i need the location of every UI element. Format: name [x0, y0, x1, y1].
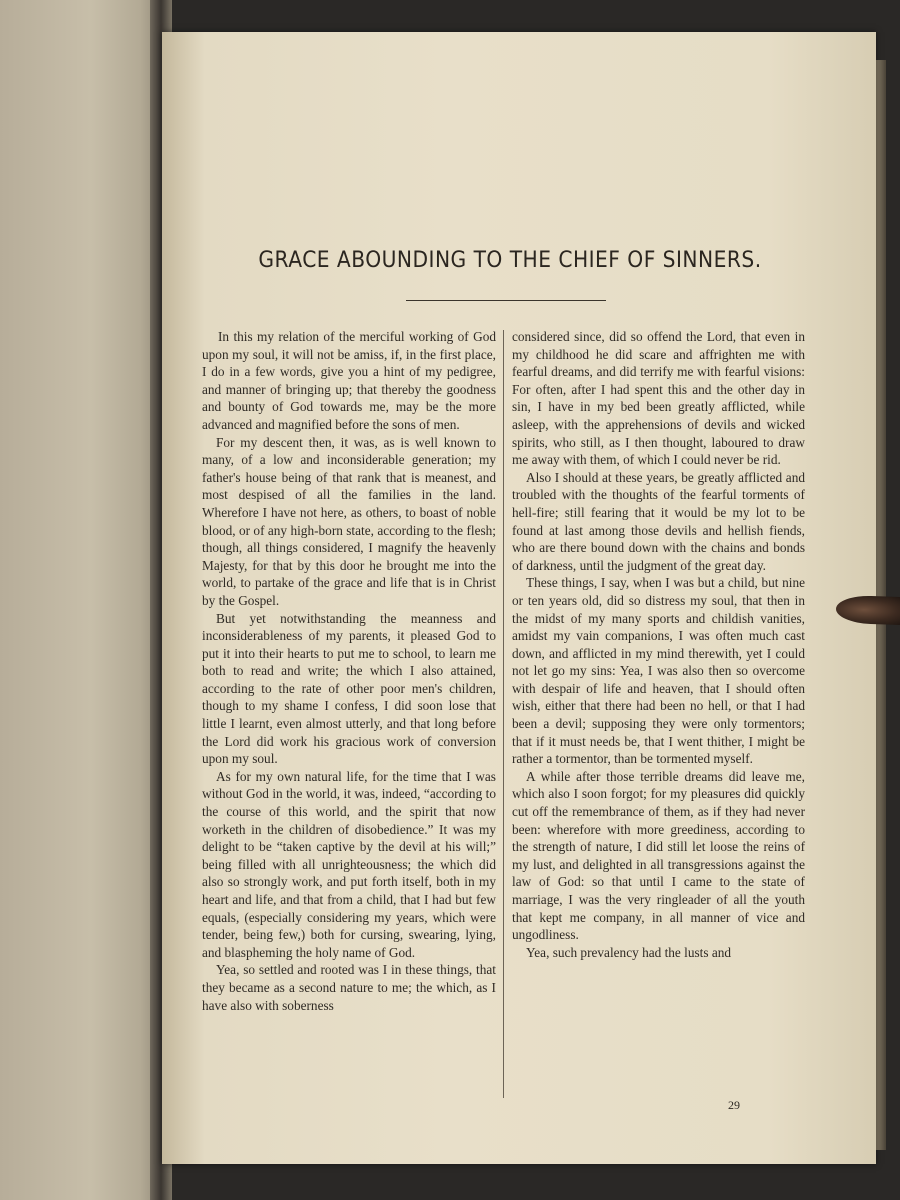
paragraph: Yea, so settled and rooted was I in these things, that they became as a second nature to me; the which, as I have also with soberness: [202, 962, 496, 1013]
paragraph: But yet notwithstanding the meanness and inconsiderableness of my parents, it pleased God to put it into their hearts to put me to school, to learn me both to read and write; the which I also attained, according to the rate of other poor men's children, though to my shame I confess, I did soon lose that little I learnt, even almost utterly, and that long before the Lord did work his gracious work of conversion upon my soul.: [202, 610, 496, 767]
text-column-left: [202, 328, 496, 1014]
paragraph: Yea, such prevalency had the lusts and: [526, 944, 732, 960]
facing-page-left: [0, 0, 165, 1200]
paragraph: These things, I say, when I was but a child, but nine or ten years old, did so distress my soul, that then in the midst of my many sports and childish vanities, amidst my vain companions, I was often much cast down, and afflicted in my mind therewith, yet I could not let go my sins: Yea, I was also then so overcome with despair of life and heaven, that I should often wish, either that there had been no hell, or that I had been a devil; supposing they were only tormentors; that if it must needs be, that I went thither, I might be rather a tormentor, than be tormented myself.: [512, 575, 805, 767]
title-rule: [406, 300, 606, 301]
page-number: 29: [728, 1098, 740, 1112]
text-column-right: [512, 328, 805, 961]
paragraph: As for my own natural life, for the time that I was without God in the world, it was, indeed, “according to the course of this world, and the spirit that now worketh in the children of disobedience.” It was my delight to be “taken captive by the devil at his will;” being filled with all unrighteousness; the which did also so strongly work, and put forth itself, both in my heart and life, and that from a child, that I had but few equals, (especially considering my years, which were tender, being few,) both for cursing, swearing, lying, and blaspheming the holy name of God.: [202, 768, 496, 960]
paragraph: Also I should at these years, be greatly afflicted and troubled with the thoughts of the fearful torments of hell-fire; still fearing that it would be my lot to be found at last among those devils and hellish fiends, who are there bound down with the chains and bonds of darkness, until the judgment of the great day.: [512, 469, 805, 573]
paragraph: A while after those terrible dreams did leave me, which also I soon forgot; for my pleasures did quickly cut off the remembrance of them, as if they had never been: wherefore with more greediness, according to the strength of nature, I did still let loose the reins of my lust, and delighted in all transgressions against the law of God: so that until I came to the state of marriage, I was the very ringleader of all the youth that kept me company, in all manner of vice and ungodliness.: [512, 768, 805, 943]
chapter-title: GRACE ABOUNDING TO THE CHIEF OF SINNERS.: [258, 248, 762, 273]
paragraph: considered since, did so offend the Lord, that even in my childhood he did scare and affrighten me with fearful dreams, and did terrify me with fearful visions: For often, after I had spent this and the other day in sin, I have in my bed been greatly afflicted, while asleep, with the apprehensions of devils and wicked spirits, who still, as I then thought, laboured to draw me away with them, of which I could never be rid.: [512, 329, 805, 468]
paragraph: In this my relation of the merciful working of God upon my soul, it will not be amiss, if, in the first place, I do in a few words, give you a hint of my pedigree, and manner of bringing up; that thereby the goodness and bounty of God towards me, may be the more advanced and magnified before the sons of men.: [202, 329, 496, 432]
column-divider: [503, 330, 504, 1098]
paragraph: For my descent then, it was, as is well known to many, of a low and inconsiderable generation; my father's house being of that rank that is meanest, and most despised of all the families in the land. Wherefore I have not here, as others, to boast of noble blood, or of any high-born state, according to the flesh; though, all things considered, I magnify the heavenly Majesty, for that by this door he brought me into the world, to partake of the grace and life that is in Christ by the Gospel.: [202, 434, 496, 608]
